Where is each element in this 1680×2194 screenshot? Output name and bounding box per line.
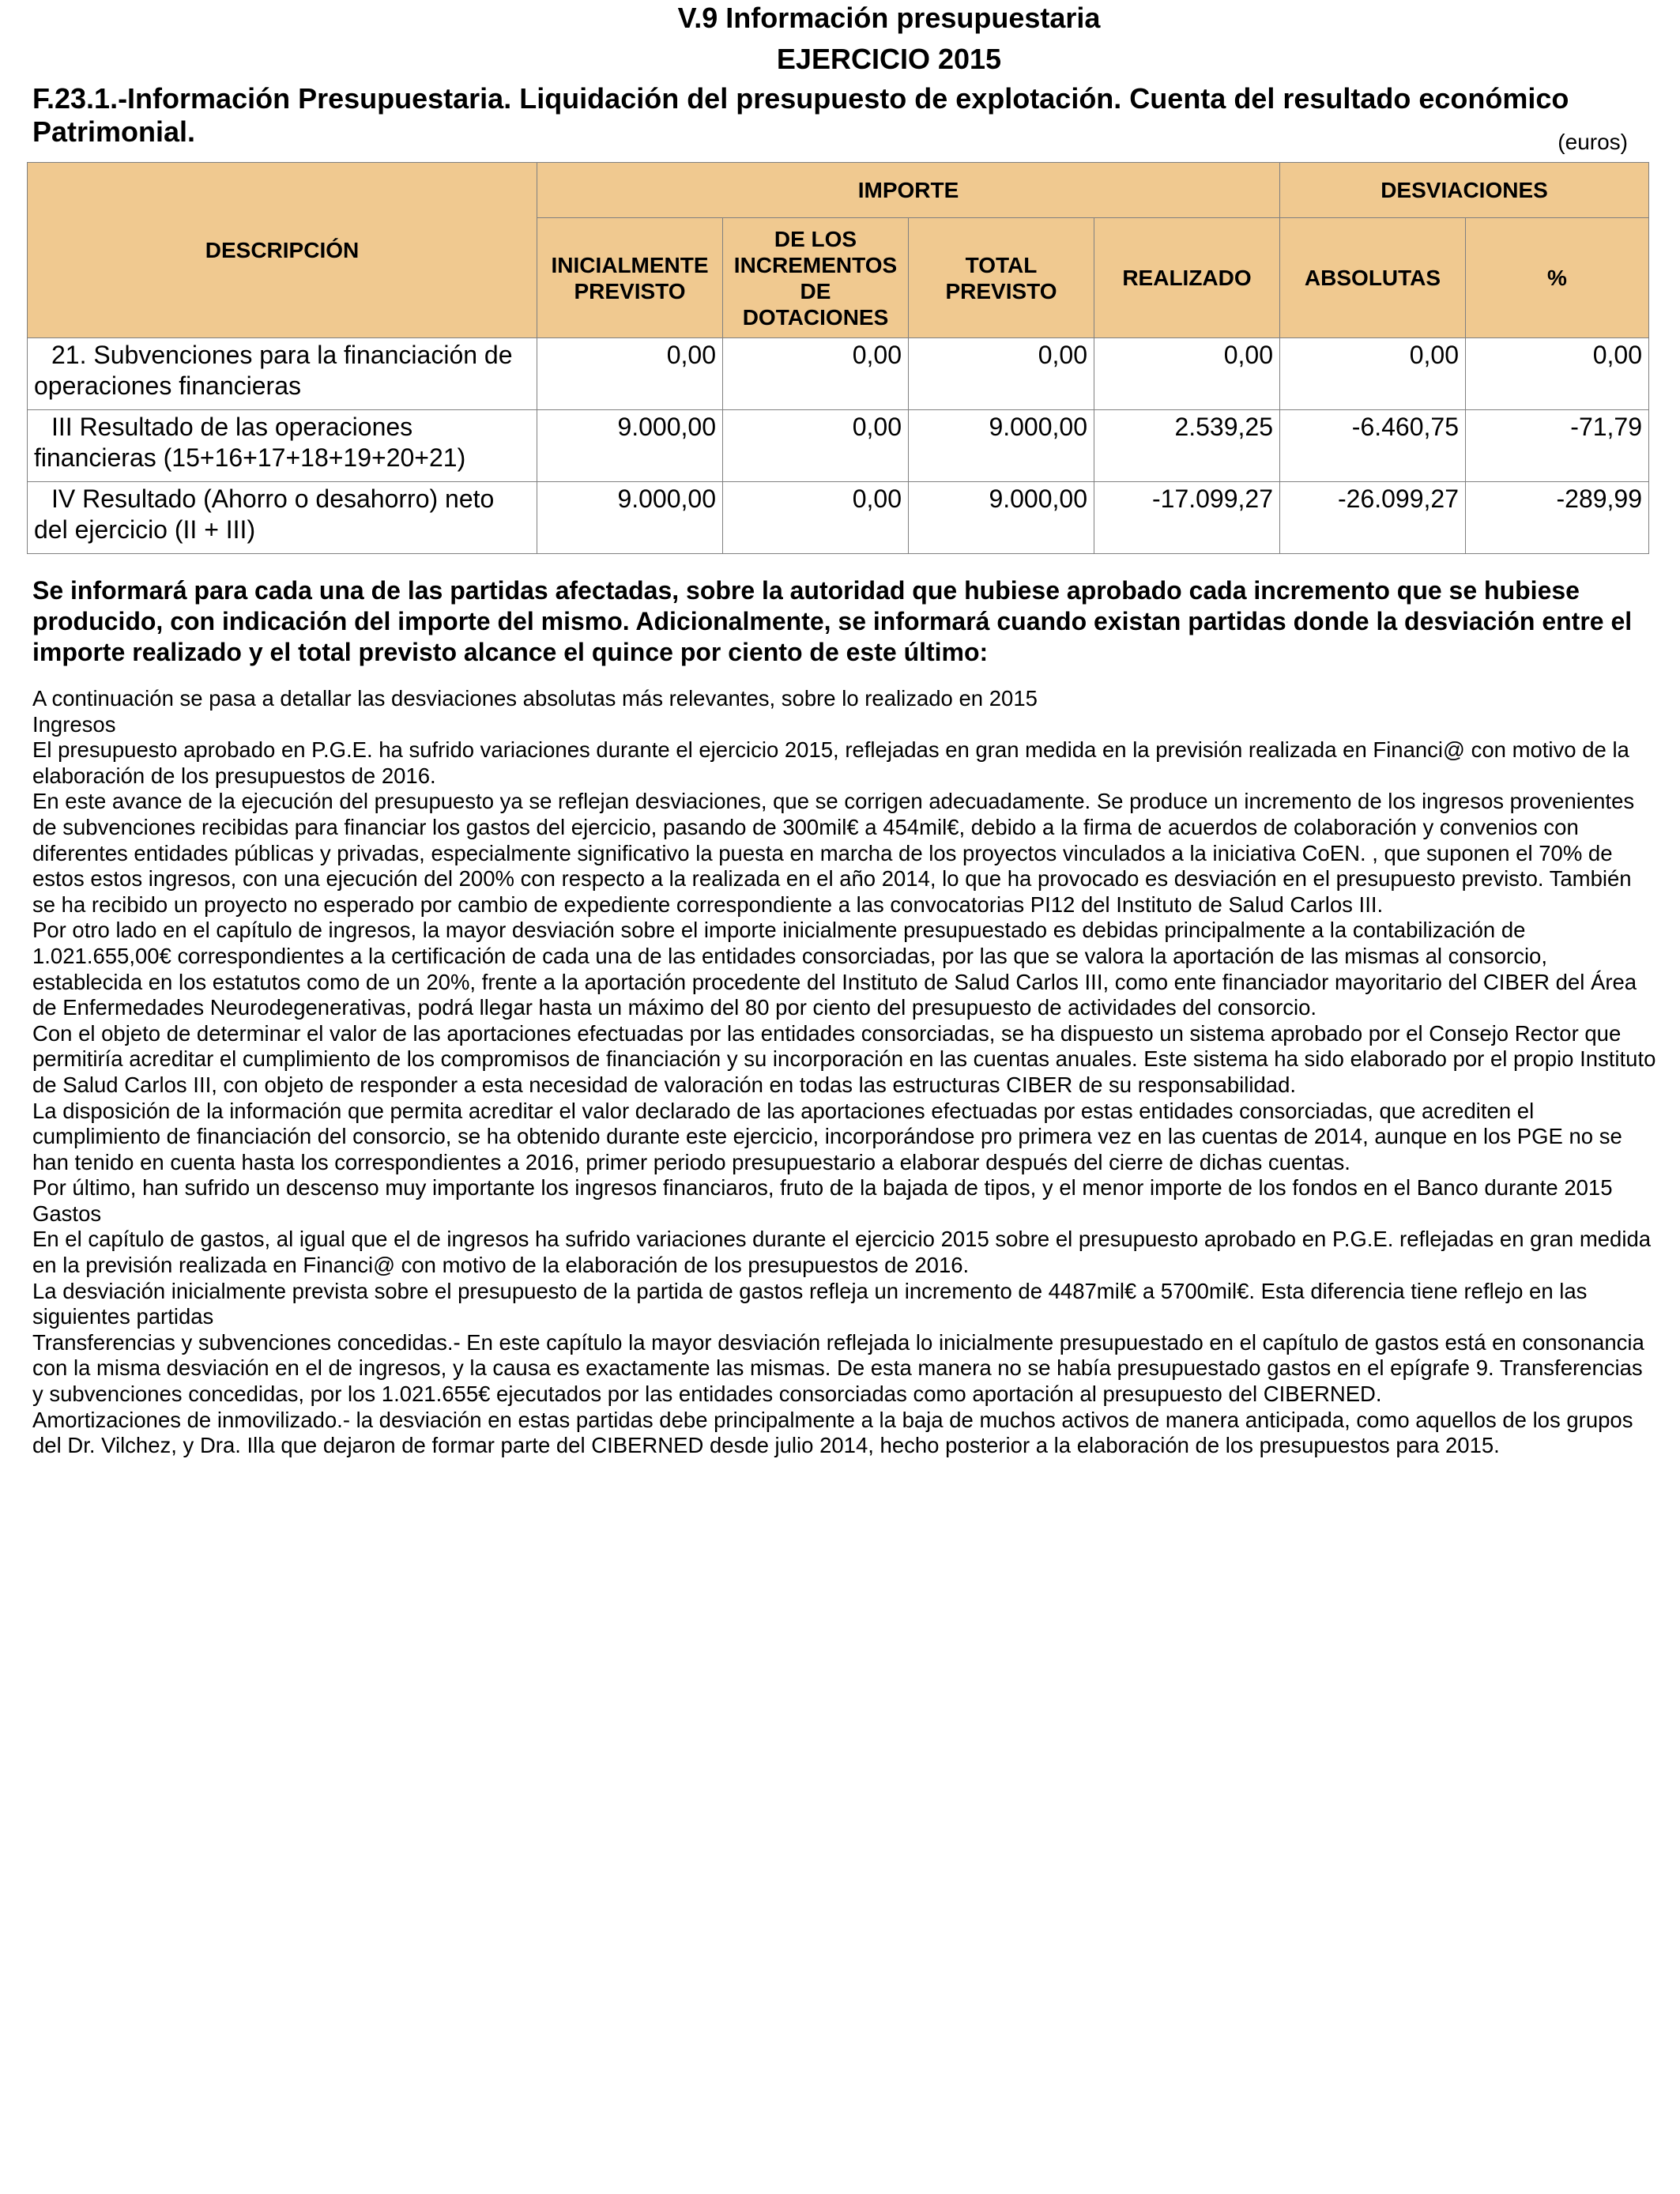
- row-inicialmente-previsto: 9.000,00: [537, 410, 723, 482]
- paragraph: Ingresos: [32, 711, 116, 737]
- table-row: [28, 410, 1649, 482]
- paragraph: La desviación inicialmente prevista sobre el presupuesto de la partida de gastos refleja un incremento de 4487mil€ a 5700mil€. Esta diferencia tiene reflejo en las siguientes partidas: [32, 1278, 1588, 1329]
- paragraph: Con el objeto de determinar el valor de las aportaciones efectuadas por las entidades consorciadas, se ha dispuesto un sistema aprobado por el Consejo Rector que permitiría acreditar el cumplimiento de los compromisos de financiación y su incorporación en las cuentas anuales. Este sistema ha sido elaborado por el propio Instituto de Salud Carlos III, con objeto de responder a esta necesidad de valoración en todas las estructuras CIBER de su responsabilidad.: [32, 1020, 1656, 1097]
- header-total-previsto: TOTAL PREVISTO: [909, 218, 1094, 338]
- paragraph: A continuación se pasa a detallar las desviaciones absolutas más relevantes, sobre lo realizado en 2015: [32, 686, 1038, 711]
- row-porcentaje: -71,79: [1466, 410, 1649, 482]
- paragraph: La disposición de la información que permita acreditar el valor declarado de las aportaciones efectuadas por estas entidades consorciadas, que acrediten el cumplimiento de financiación del consorcio, se ha obtenido durante este ejercicio, incorporándose pro primera vez en las cuentas de 2014, aunque en los PGE no se han tenido en cuenta hasta los correspondientes a 2016, primer periodo presupuestario a elaborar después del cierre de dichas cuentas.: [32, 1098, 1622, 1174]
- body-text: [32, 686, 1656, 1459]
- form-title: F.23.1.-Información Presupuestaria. Liquidación del presupuesto de explotación. Cuenta del resultado económico Patrimonial.: [32, 82, 1569, 148]
- exercise-subtitle: EJERCICIO 2015: [776, 43, 1002, 75]
- units-label: (euros): [1558, 130, 1628, 154]
- table-row: [28, 338, 1649, 410]
- row-absolutas: 0,00: [1280, 338, 1466, 410]
- row-total-previsto: 9.000,00: [909, 482, 1094, 554]
- section-title: V.9 Información presupuestaria: [677, 2, 1101, 34]
- row-incrementos: 0,00: [723, 482, 909, 554]
- row-total-previsto: 0,00: [909, 338, 1094, 410]
- header-realizado: REALIZADO: [1094, 218, 1280, 338]
- row-incrementos: 0,00: [723, 338, 909, 410]
- header-descripcion: DESCRIPCIÓN: [28, 163, 537, 338]
- header-inicialmente-previsto: INICIALMENTE PREVISTO: [537, 218, 723, 338]
- row-absolutas: -6.460,75: [1280, 410, 1466, 482]
- row-descripcion: IV Resultado (Ahorro o desahorro) neto del ejercicio (II + III): [28, 482, 537, 554]
- header-incrementos: DE LOS INCREMENTOS DE DOTACIONES: [723, 218, 909, 338]
- row-inicialmente-previsto: 0,00: [537, 338, 723, 410]
- paragraph: Gastos: [32, 1201, 102, 1226]
- row-porcentaje: 0,00: [1466, 338, 1649, 410]
- header-importe: IMPORTE: [537, 163, 1280, 218]
- row-incrementos: 0,00: [723, 410, 909, 482]
- budget-table: [27, 162, 1649, 554]
- deviation-note: Se informará para cada una de las partidas afectadas, sobre la autoridad que hubiese aprobado cada incremento que se hubiese producido, con indicación del importe del mismo. Adicionalmente, se informará cuando existan partidas donde la desviación entre el importe realizado y el total previsto alcance el quince por ciento de este último:: [32, 576, 1633, 666]
- paragraph: Transferencias y subvenciones concedidas.- En este capítulo la mayor desviación reflejada lo inicialmente presupuestado en el capítulo de gastos está en consonancia con la misma desviación en el de ingresos, y la causa es exactamente las mismas. De esta manera no se había presupuestado gastos en el epígrafe 9. Transferencias y subvenciones concedidas, por los 1.021.655€ ejecutados por las entidades consorciadas como aportación al presupuesto del CIBERNED.: [32, 1329, 1644, 1407]
- row-total-previsto: 9.000,00: [909, 410, 1094, 482]
- header-porcentaje: %: [1466, 218, 1649, 338]
- row-porcentaje: -289,99: [1466, 482, 1649, 554]
- row-realizado: 0,00: [1094, 338, 1280, 410]
- paragraph: Amortizaciones de inmovilizado.- la desviación en estas partidas debe principalmente a la baja de muchos activos de manera anticipada, como aquellos de los grupos del Dr. Vilchez, y Dra. Illa que dejaron de formar parte del CIBERNED desde julio 2014, hecho posterior a la elaboración de los presupuestos para 2015.: [32, 1407, 1633, 1458]
- row-descripcion: 21. Subvenciones para la financiación de operaciones financieras: [28, 338, 537, 410]
- paragraph: Por otro lado en el capítulo de ingresos, la mayor desviación sobre el importe inicialmente presupuestado es debidas principalmente a la contabilización de 1.021.655,00€ correspondientes a la certificación de cada una de las entidades consorciadas, por las que se valora la aportación de las mismas al consorcio, establecida en los estatutos como de un 20%, frente a la aportación procedente del Instituto de Salud Carlos III, como ente financiador mayoritario del CIBER del Área de Enfermedades Neurodegenerativas, podrá llegar hasta un máximo del 80 por ciento del presupuesto de actividades del consorcio.: [32, 918, 1637, 1020]
- paragraph: Por último, han sufrido un descenso muy importante los ingresos financiaros, fruto de la bajada de tipos, y el menor importe de los fondos en el Banco durante 2015: [32, 1175, 1613, 1201]
- table-row: [28, 482, 1649, 554]
- row-realizado: 2.539,25: [1094, 410, 1280, 482]
- header-desviaciones: DESVIACIONES: [1280, 163, 1649, 218]
- row-descripcion: III Resultado de las operaciones financieras (15+16+17+18+19+20+21): [28, 410, 537, 482]
- paragraph: En este avance de la ejecución del presupuesto ya se reflejan desviaciones, que se corrigen adecuadamente. Se produce un incremento de los ingresos provenientes de subvenciones recibidas para financiar los gastos del ejercicio, pasando de 300mil€ a 454mil€, debido a la firma de acuerdos de colaboración y convenios con diferentes entidades públicas y privadas, especialmente significativo la puesta en marcha de los proyectos vinculados a la iniciativa CoEN. , que suponen el 70% de estos estos ingresos, con una ejecución del 200% con respecto a la realizada en el año 2014, lo que ha provocado es desviación en el presupuesto previsto. También se ha recibido un proyecto no esperado por cambio de expediente correspondiente a las convocatorias PI12 del Instituto de Salud Carlos III.: [32, 789, 1635, 917]
- row-inicialmente-previsto: 9.000,00: [537, 482, 723, 554]
- row-realizado: -17.099,27: [1094, 482, 1280, 554]
- header-absolutas: ABSOLUTAS: [1280, 218, 1466, 338]
- paragraph: El presupuesto aprobado en P.G.E. ha sufrido variaciones durante el ejercicio 2015, reflejadas en gran medida en la previsión realizada en Financi@ con motivo de la elaboración de los presupuestos de 2016.: [32, 737, 1629, 788]
- paragraph: En el capítulo de gastos, al igual que el de ingresos ha sufrido variaciones durante el ejercicio 2015 sobre el presupuesto aprobado en P.G.E. reflejadas en gran medida en la previsión realizada en Financi@ con motivo de la elaboración de los presupuestos de 2016.: [32, 1227, 1652, 1278]
- row-absolutas: -26.099,27: [1280, 482, 1466, 554]
